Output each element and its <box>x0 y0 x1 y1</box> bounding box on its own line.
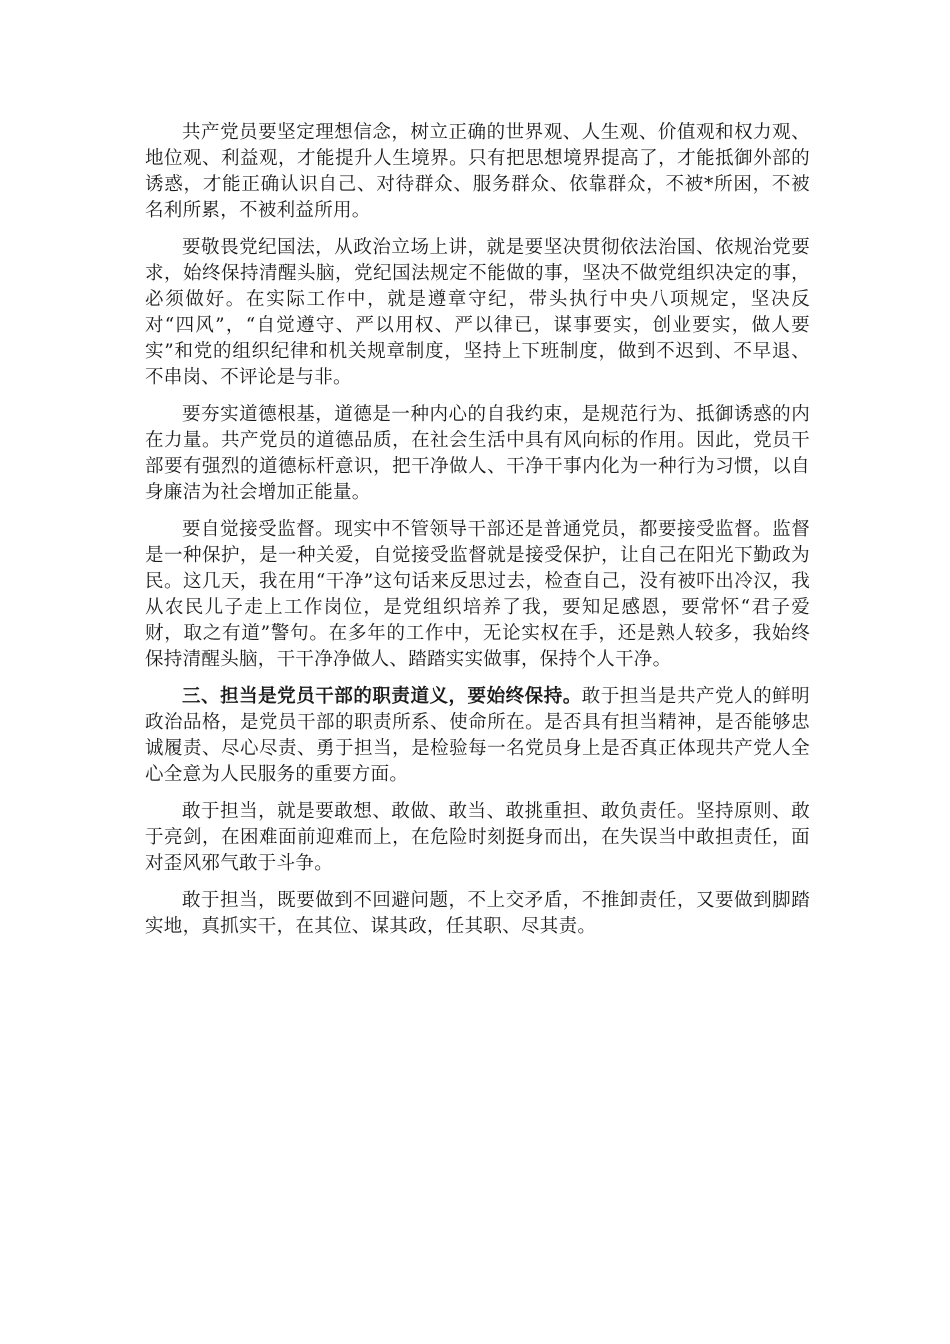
paragraph <box>145 799 810 877</box>
paragraph-text: 要自觉接受监督。现实中不管领导干部还是普通党员，都要接受监督。监督是一种保护，是一种关爱，自觉接受监督就是接受保护，让自己在阳光下勤政为民。这几天，我在用“干净”这句话来反思过去，检查自己，没有被吓出冷汉，我从农民儿子走上工作岗位，是党组织培养了我，要知足感恩，要常怀“君子爱财，取之有道”警句。在多年的工作中，无论实权在手，还是熟人较多，我始终保持清醒头脑，干干净净做人、踏踏实实做事，保持个人干净。 <box>145 519 810 670</box>
paragraph-text: 敢于担当，就是要敢想、敢做、敢当、敢挑重担、敢负责任。坚持原则、敢于亮剑，在困难面前迎难而上，在危险时刻挺身而出，在失误当中敢担责任，面对歪风邪气敢于斗争。 <box>145 801 810 874</box>
paragraph-text: 共产党员要坚定理想信念，树立正确的世界观、人生观、价值观和权力观、地位观、利益观，才能提升人生境界。只有把思想境界提高了，才能抵御外部的诱惑，才能正确认识自己、对待群众、服务群众、依靠群众，不被*所困，不被名利所累，不被利益所用。 <box>145 122 810 221</box>
paragraph-text: 要夯实道德根基，道德是一种内心的自我约束，是规范行为、抵御诱惑的内在力量。共产党员的道德品质，在社会生活中具有风向标的作用。因此，党员干部要有强烈的道德标杆意识，把干净做人、干净干事内化为一种行为习惯，以自身廉洁为社会增加正能量。 <box>145 404 810 503</box>
paragraph <box>145 888 810 940</box>
section-heading-paragraph <box>145 684 810 788</box>
paragraph <box>145 517 810 673</box>
paragraph <box>145 402 810 506</box>
section-heading: 三、担当是党员干部的职责道义，要始终保持。 <box>182 686 582 707</box>
paragraph <box>145 120 810 224</box>
document-page <box>145 120 810 951</box>
paragraph-text: 敢于担当是共产党人的鲜明政治品格，是党员干部的职责所系、使命所在。是否具有担当精神，是否能够忠诚履责、尽心尽责、勇于担当，是检验每一名党员身上是否真正体现共产党人全心全意为人民服务的重要方面。 <box>145 686 810 785</box>
paragraph-text: 敢于担当，既要做到不回避问题，不上交矛盾，不推卸责任，又要做到脚踏实地，真抓实干，在其位、谋其政，任其职、尽其责。 <box>145 890 810 937</box>
paragraph <box>145 235 810 391</box>
paragraph-text: 要敬畏党纪国法，从政治立场上讲，就是要坚决贯彻依法治国、依规治党要求，始终保持清醒头脑，党纪国法规定不能做的事，坚决不做党组织决定的事，必须做好。在实际工作中，就是遵章守纪，带头执行中央八项规定，坚决反对“四风”，“自觉遵守、严以用权、严以律已，谋事要实，创业要实，做人要实”和党的组织纪律和机关规章制度，坚持上下班制度，做到不迟到、不早退、不串岗、不评论是与非。 <box>145 237 810 388</box>
